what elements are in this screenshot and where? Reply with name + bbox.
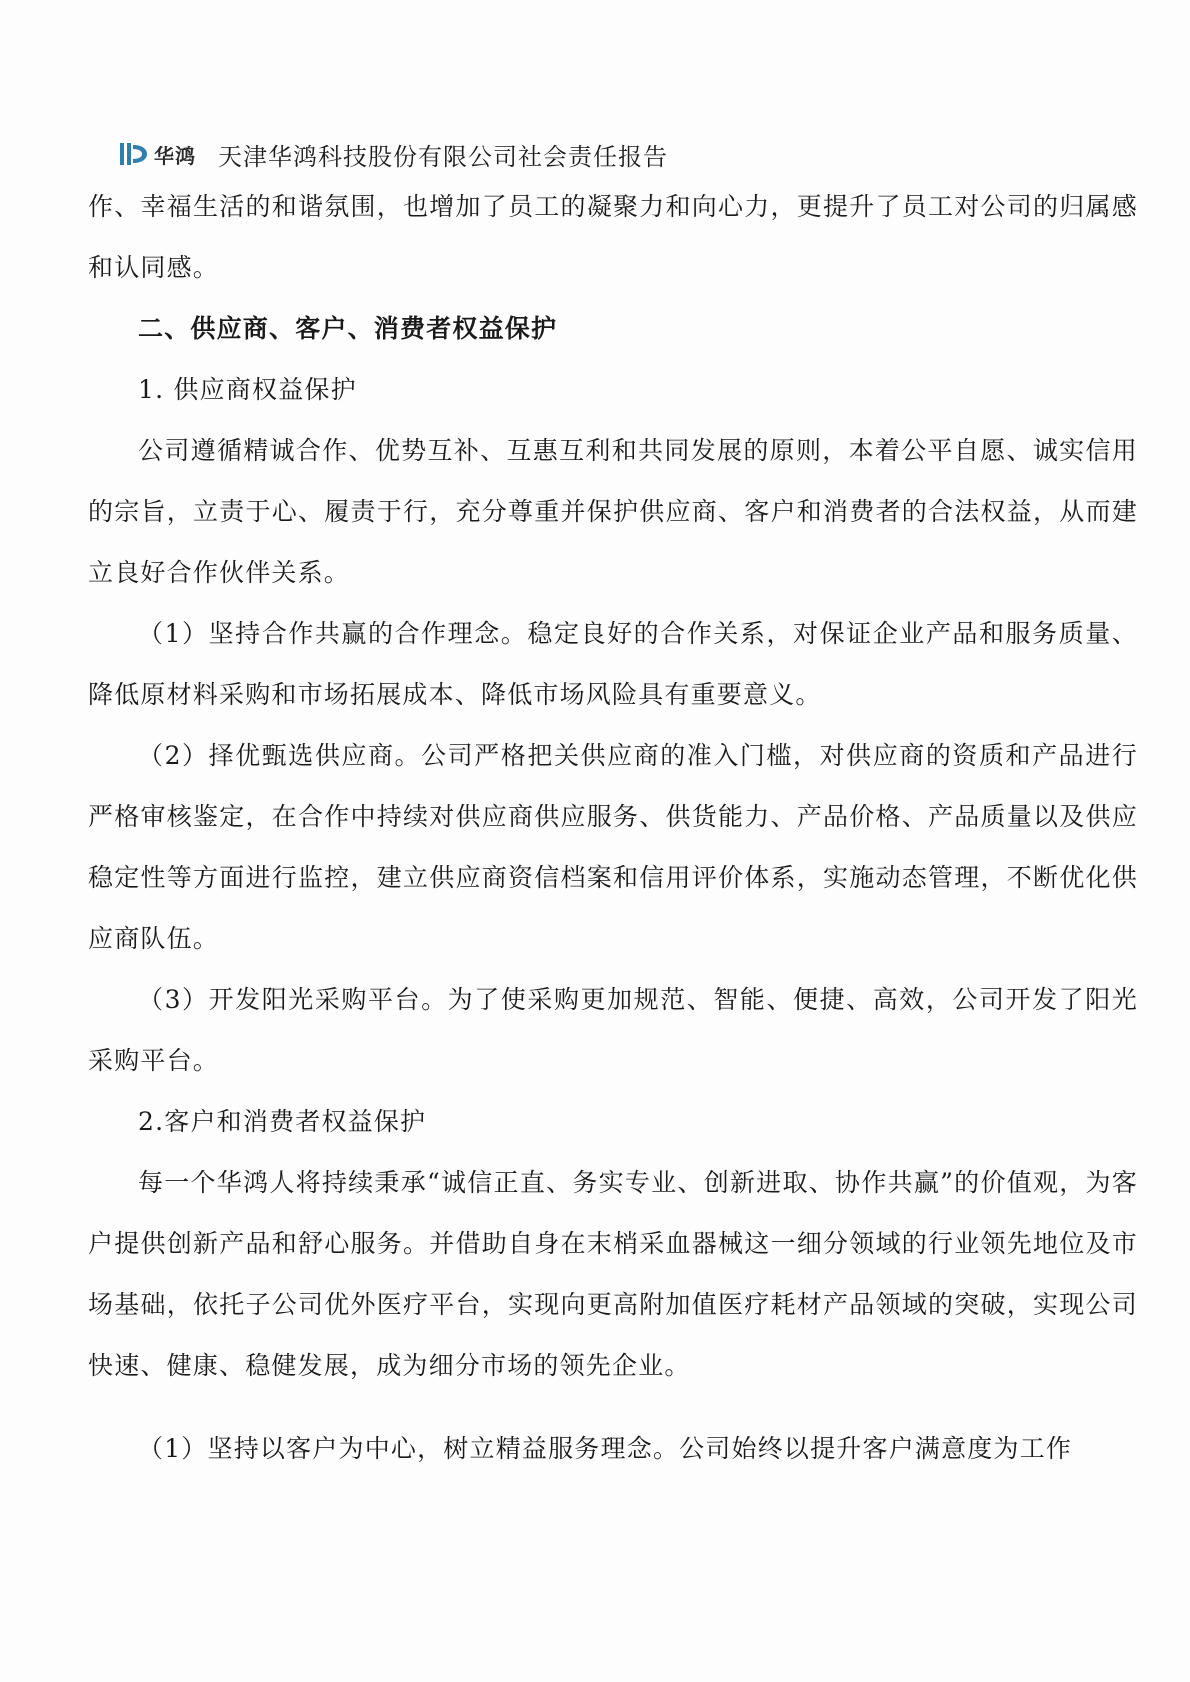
- subsection-heading-customer: 2.客户和消费者权益保护: [138, 1107, 427, 1136]
- company-logo: [118, 139, 196, 169]
- paragraph-item-3: （3）开发阳光采购平台。为了使采购更加规范、智能、便捷、高效，公司开发了阳光采购平台。: [88, 985, 1138, 1075]
- subsection-heading-supplier: 1. 供应商权益保护: [138, 375, 357, 404]
- section-heading: 二、供应商、客户、消费者权益保护: [138, 314, 558, 343]
- paragraph-item-2: （2）择优甄选供应商。公司严格把关供应商的准入门槛，对供应商的资质和产品进行严格审核鉴定，在合作中持续对供应商供应服务、供货能力、产品价格、产品质量以及供应稳定性等方面进行监控，建立供应商资信档案和信用评价体系，实施动态管理，不断优化供应商队伍。: [88, 741, 1138, 953]
- report-body: [88, 176, 1138, 1479]
- logo-text: 华鸿: [154, 143, 196, 168]
- paragraph-customer-intro: 每一个华鸿人将持续秉承“诚信正直、务实专业、创新进取、协作共赢”的价值观，为客户提供创新产品和舒心服务。并借助自身在末梢采血器械这一细分领域的行业领先地位及市场基础，依托子公司优外医疗平台，实现向更高附加值医疗耗材产品领域的突破，实现公司快速、健康、稳健发展，成为细分市场的领先企业。: [88, 1168, 1138, 1380]
- paragraph-supplier-intro: 公司遵循精诚合作、优势互补、互惠互利和共同发展的原则，本着公平自愿、诚实信用的宗旨，立责于心、履责于行，充分尊重并保护供应商、客户和消费者的合法权益，从而建立良好合作伙伴关系。: [88, 436, 1138, 587]
- logo-mark-icon: [118, 139, 150, 169]
- paragraph-customer-item-1: （1）坚持以客户为中心，树立精益服务理念。公司始终以提升客户满意度为工作: [138, 1434, 1073, 1463]
- report-title: 天津华鸿科技股份有限公司社会责任报告: [218, 142, 668, 171]
- paragraph-item-1: （1）坚持合作共赢的合作理念。稳定良好的合作关系，对保证企业产品和服务质量、降低原材料采购和市场拓展成本、降低市场风险具有重要意义。: [88, 619, 1138, 709]
- paragraph-continuation: 作、幸福生活的和谐氛围，也增加了员工的凝聚力和向心力，更提升了员工对公司的归属感和认同感。: [88, 192, 1138, 282]
- page-header: [118, 134, 668, 174]
